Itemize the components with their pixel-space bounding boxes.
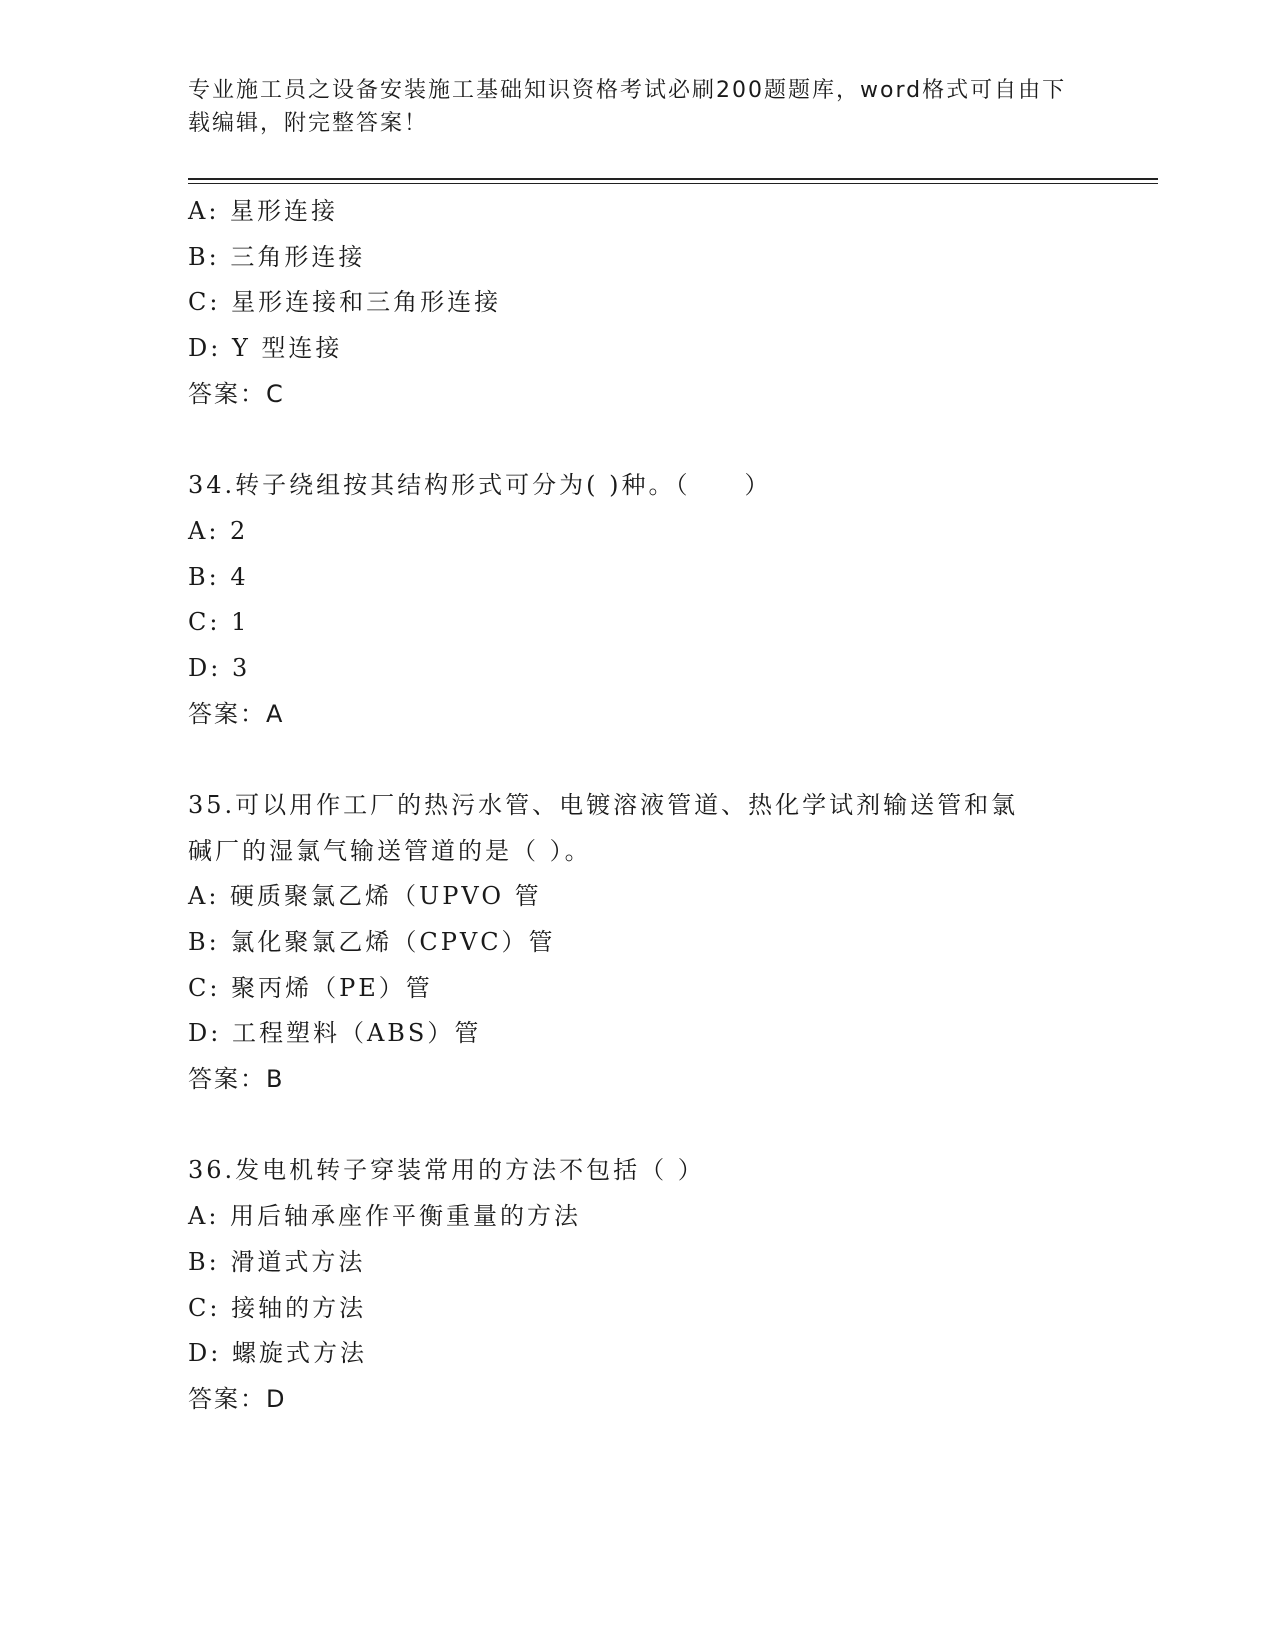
question-33 <box>188 189 1158 417</box>
answer-label: 答案：C <box>188 379 285 408</box>
option-d: D: 工程塑料（ABS）管 <box>188 1019 482 1048</box>
question-34 <box>188 463 1158 737</box>
header-divider <box>188 178 1158 180</box>
question-stem: 34.转子绕组按其结构形式可分为( )种。（ ） <box>188 471 772 500</box>
option-b: B: 氯化聚氯乙烯（CPVC）管 <box>188 928 556 956</box>
option-a: A: 硬质聚氯乙烯（UPVO 管 <box>188 882 542 911</box>
option-c: C: 星形连接和三角形连接 <box>188 288 502 317</box>
question-stem: 36.发电机转子穿装常用的方法不包括（ ） <box>188 1156 705 1185</box>
answer-label: 答案：B <box>188 1065 285 1094</box>
answer-label: 答案：A <box>188 699 285 728</box>
question-35 <box>188 783 1158 1103</box>
option-a: A: 2 <box>188 516 249 545</box>
option-b: B: 4 <box>188 562 249 591</box>
header-divider-thin <box>188 183 1158 184</box>
document-header: 专业施工员之设备安装施工基础知识资格考试必刷200题题库，word格式可自由下载编辑，附完整答案！ <box>188 78 1067 136</box>
option-c: C: 接轴的方法 <box>188 1293 367 1322</box>
question-list <box>188 189 1158 1423</box>
option-a: A: 星形连接 <box>188 197 339 225</box>
option-b: B: 三角形连接 <box>188 242 366 271</box>
question-36 <box>188 1148 1158 1422</box>
option-a: A: 用后轴承座作平衡重量的方法 <box>188 1202 582 1231</box>
question-stem-line-2: 碱厂的湿氯气输送管道的是（ ）。 <box>188 836 592 865</box>
option-b: B: 滑道式方法 <box>188 1247 366 1276</box>
option-c: C: 1 <box>188 608 250 637</box>
option-d: D: 螺旋式方法 <box>188 1339 367 1368</box>
option-d: D: Y 型连接 <box>188 334 343 363</box>
option-d: D: 3 <box>188 653 251 682</box>
question-stem-line-1: 35.可以用作工厂的热污水管、电镀溶液管道、热化学试剂输送管和氯 <box>188 790 1019 819</box>
answer-label: 答案：D <box>188 1384 287 1413</box>
option-c: C: 聚丙烯（PE）管 <box>188 973 433 1002</box>
